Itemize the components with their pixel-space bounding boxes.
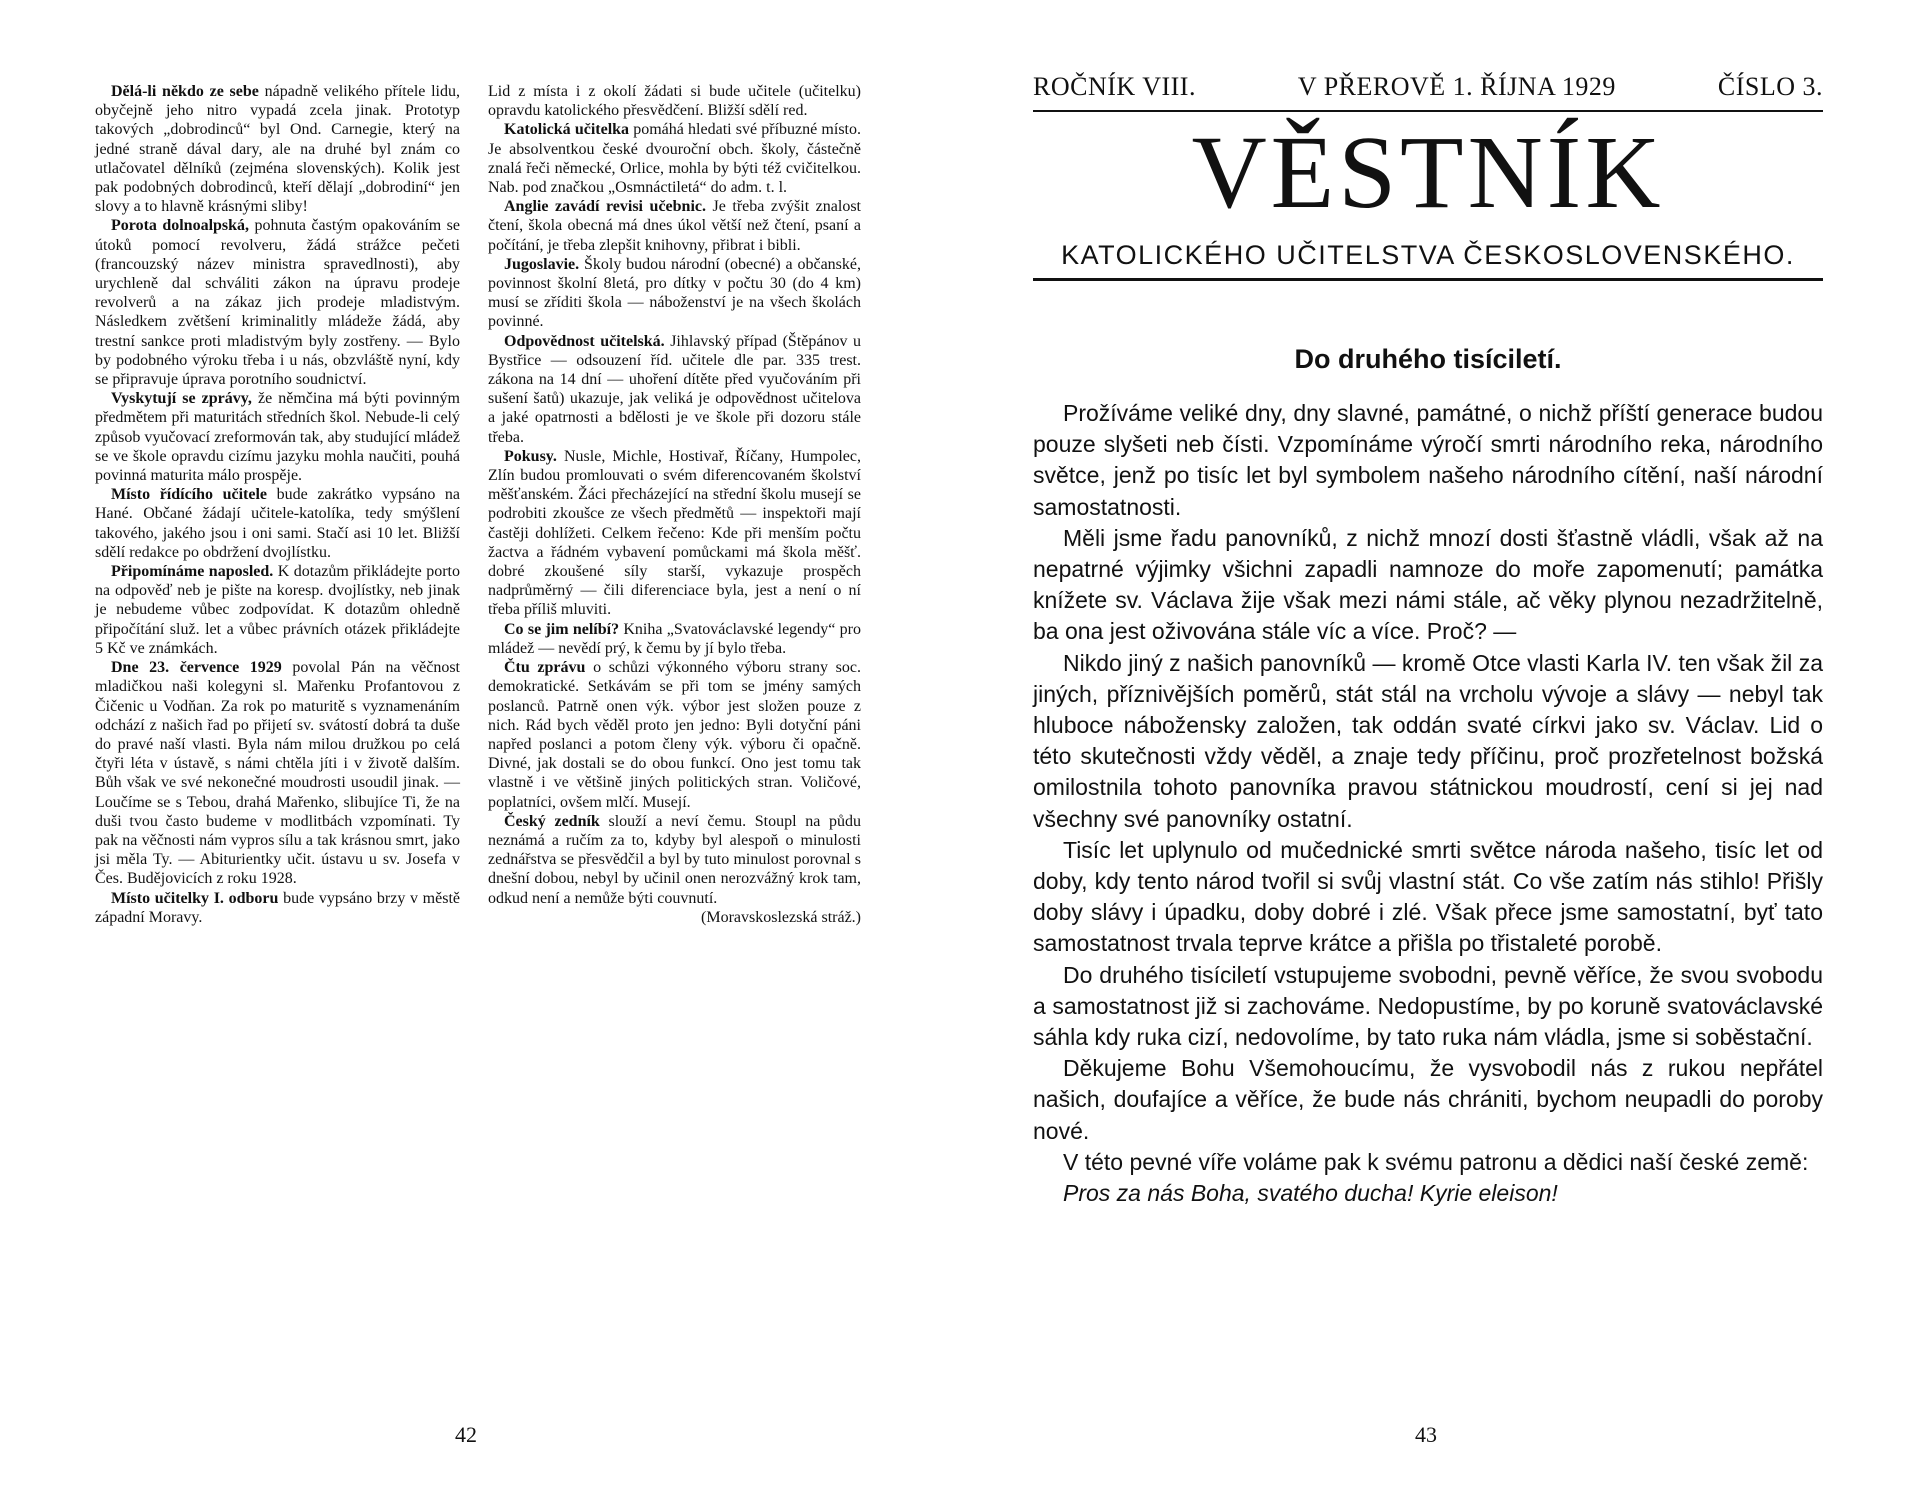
journal-subtitle: KATOLICKÉHO UČITELSTVA ČESKOSLOVENSKÉHO. [1061,240,1795,270]
source-attribution: (Moravskoslezská stráž.) [701,908,861,926]
journal-title: VĚSTNÍK [1191,115,1665,230]
news-column-2 [488,82,861,927]
page-number-left: 42 [455,1422,477,1447]
news-item: Co se jim nelíbí? Kniha „Svatováclavské legendy“ pro mládež — nevědí prý, k čemu by jí bylo třeba. [488,620,861,657]
news-item: Lid z místa i z okolí žádati si bude učitele (učitelku) opravdu katolického přesvědčení. Bližší sdělí red. [488,83,861,120]
masthead-rule-top [1033,110,1823,112]
article-paragraph: Nikdo jiný z našich panovníků — kromě Otce vlasti Karla IV. ten však žil za jiných, příznivějších poměrů, stát stál na vrcholu vývoje a slávy — nebyl tak hluboce nábožensky založen, tak oddán svaté církvi jako sv. Václav. Lid o této skutečnosti vždy věděl, a znaje tedy příčinu, proč prozřetelnost božská omilostnila tohoto panovníka pravou státnickou moudrostí, cení si jej nad všechny své panovníky ostatní. [1033,649,1823,832]
right-page [953,0,1906,1500]
news-column-1 [95,82,460,927]
news-item: Čtu zprávu o schůzi výkonného výboru strany soc. demokratické. Setkávám se při tom se jmény samých poslanců. Patrně onen výk. výbor jest složen pouze z nich. Rád bych věděl proto jen jedno: Byli dotyční páni napřed poslanci a potom členy výk. výboru či opačně. Divné, jak dostali se do obou funkcí. Ono jest tomu tak vlastně i ve většině jiných politických stran. Voličové, poplatníci, ovšem mlčí. Musejí. [488,659,861,811]
article-title: Do druhého tisíciletí. [1294,344,1562,374]
news-item: Místo řídícího učitele bude zakrátko vypsáno na Hané. Občané žádají učitele-katolíka, tedy smýšlení takového, jakého jsou i oni sami. Stačí asi 10 let. Bližší sdělí redakce po obdržení dvojlístku. [95,486,461,561]
news-item: Místo učitelky I. odboru bude vypsáno brzy v městě západní Moravy. [95,889,461,926]
news-item: Jugoslavie. Školy budou národní (obecné) a občanské, povinnost školní 8letá, pro dítky v počtu 30 (do 4 km) musí se zříditi škola — náboženství je na všech školách povinné. [488,255,861,331]
news-item: Katolická učitelka pomáhá hledati své příbuzné místo. Je absolventkou české dvouroční obch. školy, částečně znalá řeči německé, Orlice, mohla by býti též cvičitelkou. Nab. pod značkou „Osmnáctiletá“ do adm. t. l. [488,121,861,197]
news-item: Odpovědnost učitelská. Jihlavský případ (Štěpánov u Bystřice — odsouzení říd. učitele dle par. 335 trest. zákona na 14 dní — uhoření dítěte před vyučováním při sušení šatů) ukazuje, jak veliká je odpovědnost učitelova a jaké opatrnosti a bdělosti je ve škole při dozoru stále třeba. [488,332,861,446]
article-paragraph: Měli jsme řadu panovníků, z nichž mnozí dosti šťastně vládli, však až na nepatrné výjimky všichni zapadli namnoze do moře zapomenutí; památka knížete sv. Václava žije však mezi námi stále, ač věky plynou nezadržitelně, ba ona jest oživována stále víc a více. Proč? — [1033,524,1823,645]
issue-label: ČÍSLO 3. [1717,72,1823,101]
article-prayer: Pros za nás Boha, svatého ducha! Kyrie eleison! [1063,1180,1558,1207]
news-item: Dne 23. července 1929 povolal Pán na věčnost mladičkou naši kolegyni sl. Mařenku Profantovou z Čičenic u Vodňan. Za rok po maturitě s vyznamenáním odchází z našich řad po přijetí sv. svátostí dobrá ta duše do pravé naší vlasti. Byla nám milou družkou po celá čtyři léta v ústavě, s námi chtěla jíti i v životě dalším. Bůh však ve své nekonečné moudrosti usoudil jinak. — Loučíme se s Tebou, drahá Mařenko, slibujíce Ti, že na duši tvou často budeme v modlitbách vzpomínati. Ty pak na věčnosti nám vypros sílu a tak krásnou smrt, jako jsi měla Ty. — Abiturientky učit. ústavu u sv. Josefa v Čes. Budějovicích z roku 1928. [95,659,461,888]
volume-label: ROČNÍK VIII. [1033,72,1196,101]
article-paragraph: Do druhého tisíciletí vstupujeme svobodni, pevně věříce, že svou svobodu a samostatnost již si zachováme. Nedopustíme, by po koruně svatováclavské sáhla kdy ruka cizí, nedovolíme, by tato ruka nám vládla, jsme si soběstační. [1033,961,1823,1051]
news-item: Pokusy. Nusle, Michle, Hostivař, Říčany, Humpolec, Zlín budou promlouvati o svém diferencovaném školství měšťanském. Žáci přecházející na střední školu musejí se podrobiti zkoušce ze všech předmětů — inspektoři mají častěji dohlížeti. Celkem řečeno: Kde při menším počtu žactva a řádném vybavení pomůckami má škola měšť. dobré zkoušené síly starší, vykazuje prospěch nadprůměrný — čili diferenciace byla, jest a není o ní třeba příliš mluviti. [488,447,861,619]
page-number-right: 43 [1415,1422,1437,1447]
news-item: Porota dolnoalpská, pohnuta častým opakováním se útoků pomocí revolveru, žádá strážce pečeti (francouzský název ministra spravedlnosti), aby urychleně dal schváliti zákon na úpravu prodeje revolverů a na zákaz jich prodeje mladistvým. Následkem zvětšení kriminalitly mládeže žádá, aby trestní sankce proti mladistvým byly zostřeny. — Bylo by podobného výroku třeba i u nás, obzvláště nyní, kdy se připravuje úprava porotního soudnictví. [95,217,460,389]
article-paragraph: Děkujeme Bohu Všemohoucímu, že vysvobodil nás z rukou nepřátel našich, doufajíce a věříce, že bude nás chrániti, bychom neupadli do poroby nové. [1033,1055,1823,1144]
article-paragraph: V této pevné víře voláme pak k svému patronu a dědici naší české země: [1063,1148,1809,1175]
news-item: Vyskytují se zprávy, že němčina má býti povinným předmětem při maturitách středních škol. Nebude-li celý způsob vyučovací zreformován tak, aby studující mládež se ve škole opravdu cizímu jazyku mohla naučiti, pouhá povinná maturita málo prospěje. [95,390,460,485]
news-item: Anglie zavádí revisi učebnic. Je třeba zvýšit znalost čtení, škola obecná má dnes úkol větší než čtení, psaní a počítání, je třeba zlepšit knihovny, přibrat i bibli. [488,198,862,254]
masthead-line [1033,72,1823,102]
article-paragraph: Tisíc let uplynulo od mučednické smrti světce národa našeho, tisíc let od doby, kdy tento národ tvořil si svůj vlastní stát. Co vše zatím nás stihlo! Přišly doby slávy i úpadku, doby dobré i zlé. Však přece jsme samostatní, byť tato samostatnost trvala teprve krátce a přišla po třistaleté porobě. [1033,836,1823,957]
article-body [1033,398,1823,1209]
place-date-label: V PŘEROVĚ 1. ŘÍJNA 1929 [1297,72,1616,101]
masthead-rule-bottom [1033,278,1823,281]
article-paragraph: Prožíváme veliké dny, dny slavné, památné, o nichž příští generace budou pouze slyšeti neb čísti. Vzpomínáme výročí smrti národního reka, národního světce, jenž po tisíc let byl symbolem našeho národního cítění, naší národní samostatnosti. [1033,400,1823,520]
news-item: Připomínáme naposled. K dotazům přikládejte porto na odpověď neb je pište na koresp. dvojlístky, neb jinak je nebudeme vůbec zodpovídat. K dotazům ohledně připočítání služ. let a vůbec právních otázek přikládejte 5 Kč ve známkách. [95,563,460,657]
news-item: Dělá-li někdo ze sebe nápadně velikého přítele lidu, obyčejně jeho nitro vypadá zcela jinak. Prototyp takových „dobrodinců“ byl Ond. Carnegie, který na jedné straně dával dary, ale na druhé byl znám co utlačovatel dělníků (zejména slovenských). Kolik jest pak podobných dobrodinců, kteří dělají „dobrodiní“ jen slovy a to hlavně krásnými sliby! [95,83,460,216]
news-item: Český zedník slouží a neví čemu. Stoupl na půdu neznámá a ručím za to, kdyby byl alespoň o minulosti zednářstva se přesvědčil a byl by tuto minulost porovnal s dnešní dobou, nebyl by učinil onen nerozvážný krok tam, odkud není a nemůže býti couvnutí. [488,812,862,907]
